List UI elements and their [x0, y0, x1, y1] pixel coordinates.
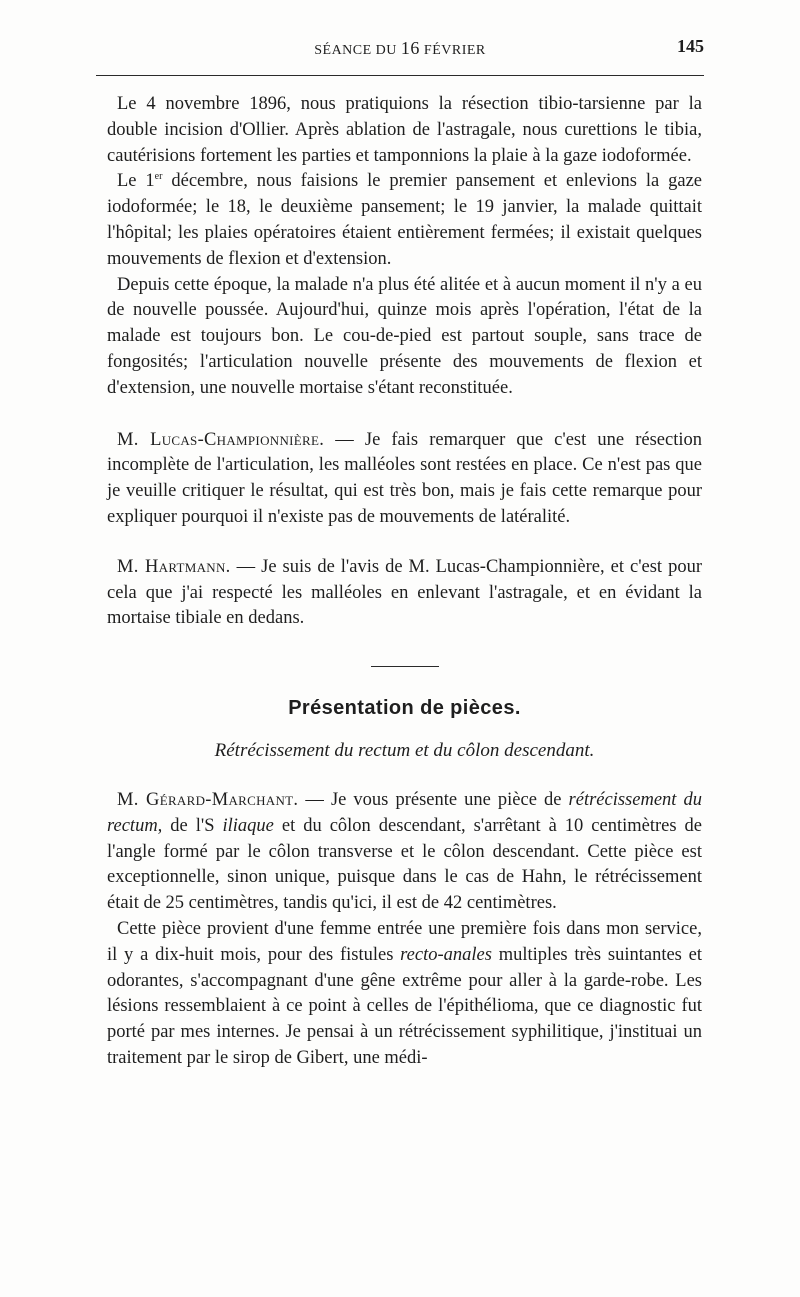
- paragraph-gerard-marchant: [107, 788, 702, 917]
- speaker-text: — Je vous présente une pièce de: [298, 789, 569, 810]
- paragraph-3: Depuis cette époque, la malade n'a plus été alitée et à aucun moment il n'y a eu de nouvelle poussée. Aujourd'hui, quinze mois après l'opération, l'état de la malade est toujours bon. Le cou-de-pied est partout souple, sans trace de fongosités; l'articulation nouvelle présente des mouvements de flexion et d'extension, une nouvelle mortaise s'étant reconstituée.: [107, 274, 702, 398]
- italic-term: rétrécissement du rectum,: [107, 789, 702, 836]
- speaker-text: — Je suis de l'avis de M. Lucas-Championnière, et c'est pour cela que j'ai respecté les malléoles en enlevant l'astragale, et en évidant la mortaise tibiale en dedans.: [107, 556, 702, 629]
- paragraph-2-rest: décembre, nous faisions le premier pansement et enlevions la gaze iodoformée; le 18, le deuxième pansement; le 19 janvier, la malade quittait l'hôpital; les plaies opératoires étaient entièrement fermées; il existait quelques mouvements de flexion et d'extension.: [107, 171, 702, 269]
- ordinal-superscript: er: [154, 171, 163, 183]
- paragraph-2-start: Le 1: [117, 171, 155, 192]
- section-divider: [371, 666, 439, 667]
- paragraph-7: [107, 917, 702, 1072]
- paragraph-7-start: Cette pièce provient d'une femme entrée une première fois dans mon service, il y a dix-huit mois, pour des fistules: [107, 918, 702, 965]
- running-head-day: 16: [400, 38, 420, 58]
- speaker-text: et du côlon descendant, s'arrêtant à 10 centimètres de l'angle formé par le côlon transverse et le côlon descendant. Cette pièce est exceptionnelle, sinon unique, puisque dans le cas de Hahn, le rétrécissement était de 25 centimètres, tandis qu'ici, il est de 42 centimètres.: [107, 815, 702, 914]
- page-number: 145: [677, 36, 704, 56]
- paragraph-2: [107, 169, 702, 272]
- running-head: [96, 38, 704, 59]
- running-head-post: FÉVRIER: [419, 43, 486, 58]
- speaker-text: de l'S: [162, 815, 223, 836]
- paragraph-lucas-championniere: [107, 428, 702, 531]
- paragraph-1: Le 4 novembre 1896, nous pratiquions la résection tibio-tarsienne par la double incision d'Ollier. Après ablation de l'astragale, nous curettions le tibia, cautérisions fortement les parties et tamponnions la plaie à la gaze iodoformée.: [107, 94, 702, 166]
- paragraph-hartmann: [107, 555, 702, 632]
- page-body: [107, 92, 702, 1072]
- speaker-name: M. Hartmann.: [117, 556, 231, 577]
- page-header: [96, 34, 704, 62]
- speaker-text: — Je fais remarquer que c'est une résection incomplète de l'articulation, les malléoles sont restées en place. Ce n'est pas que je veuille critiquer le résultat, qui est très bon, mais je fais cette remarque pour expliquer pourquoi il n'existe pas de mouvements de latéralité.: [107, 429, 702, 527]
- section-title: Présentation de pièces.: [288, 697, 521, 720]
- section-subtitle: Rétrécissement du rectum et du côlon descendant.: [214, 740, 595, 762]
- italic-term: recto-anales: [400, 944, 492, 965]
- header-rule: [96, 75, 704, 76]
- paragraph-7-rest: multiples très suintantes et odorantes, s'accompagnant d'une gêne extrême pour aller à la garde-robe. Les lésions ressemblaient à ce point à celles de l'épithélioma, que ce diagnostic fut porté par mes internes. Je pensai à un rétrécissement syphilitique, j'instituai un traitement par le sirop de Gibert, une médi-: [107, 944, 702, 1068]
- speaker-name: M. Gérard-Marchant.: [117, 789, 299, 810]
- running-head-pre: SÉANCE DU: [314, 43, 401, 58]
- speaker-name: M. Lucas-Championnière.: [117, 429, 325, 450]
- italic-term: iliaque: [222, 815, 274, 836]
